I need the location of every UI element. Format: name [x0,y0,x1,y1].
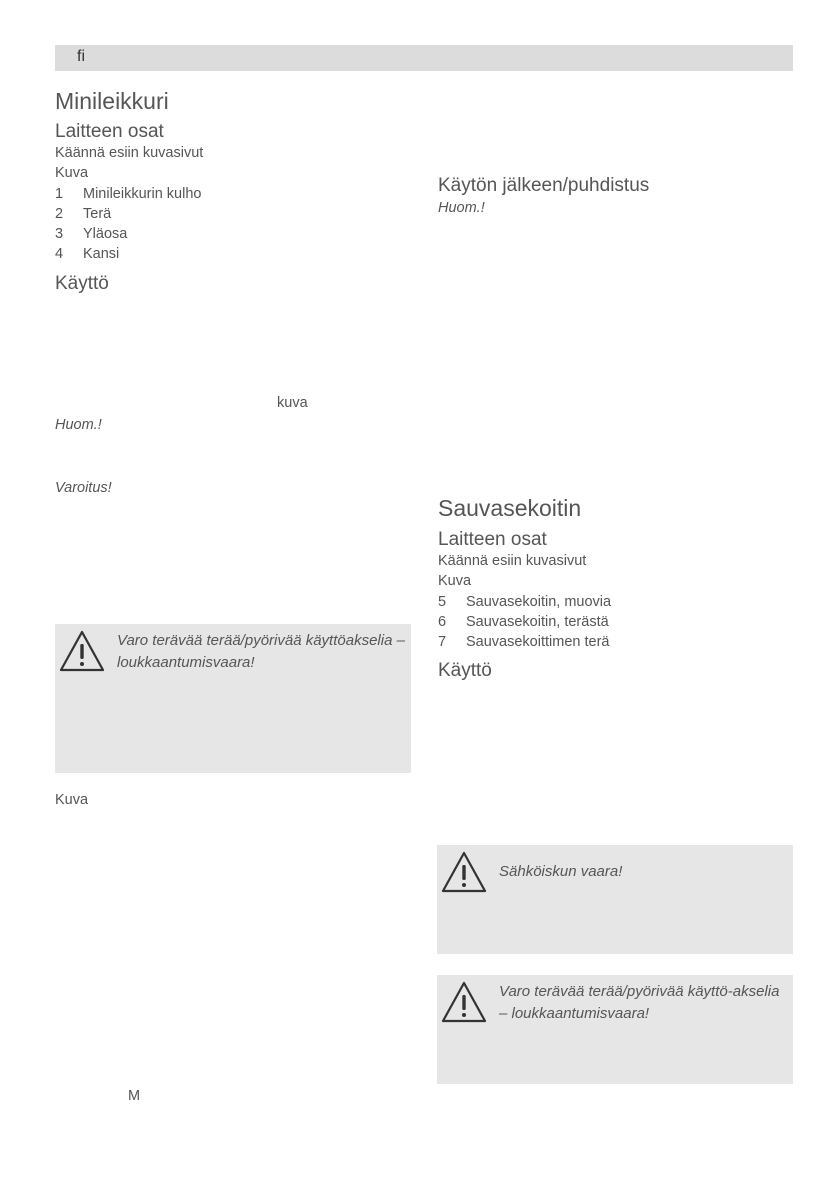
warning-text: Varo terävää terää/pyörivää käyttöakselia – loukkaantumisvaara! [117,632,405,671]
list-item: 4 Kansi [55,246,120,262]
note-label: Huom.! [438,200,485,216]
warning-triangle-icon [441,851,487,893]
warning-triangle-icon [441,981,487,1023]
warning-text: Varo terävää terää/pyörivää käyttö-akselia – loukkaantumisvaara! [499,983,780,1022]
warning-box-blade [55,624,411,773]
language-code: fi [77,48,85,65]
header-bar [55,45,793,71]
parts-intro: Käännä esiin kuvasivut [55,145,204,161]
parts-kuva: Kuva [55,165,89,181]
section-title-sauvasekoitin: Sauvasekoitin [438,495,582,521]
list-item: 6 Sauvasekoitin, terästä [438,614,609,630]
figure-reference: kuva [277,395,308,411]
list-item: 7 Sauvasekoittimen terä [438,634,610,650]
list-item: 1 Minileikkurin kulho [55,186,202,202]
parts-heading: Laitteen osat [55,121,164,142]
parts-intro: Käännä esiin kuvasivut [438,553,587,569]
note-label: Huom.! [55,417,102,433]
parts-heading: Laitteen osat [438,529,547,550]
list-item: 5 Sauvasekoitin, muovia [438,594,612,610]
warning-box-blade [437,975,793,1084]
list-item: 3 Yläosa [55,226,128,242]
cleaning-heading: Käytön jälkeen/puhdistus [438,175,650,196]
section-title-minileikkuri: Minileikkuri [55,88,169,114]
use-heading: Käyttö [438,660,492,681]
parts-list [438,592,611,652]
caution-label: Varoitus! [55,480,112,496]
m-label: M [128,1088,141,1104]
list-item: 2 Terä [55,206,112,222]
warning-text: Sähköiskun vaara! [499,863,623,880]
parts-list [55,184,201,264]
warning-box-electric [437,845,793,954]
figure-label: Kuva [55,792,89,808]
use-heading: Käyttö [55,273,109,294]
parts-kuva: Kuva [438,573,472,589]
warning-triangle-icon [59,630,105,672]
